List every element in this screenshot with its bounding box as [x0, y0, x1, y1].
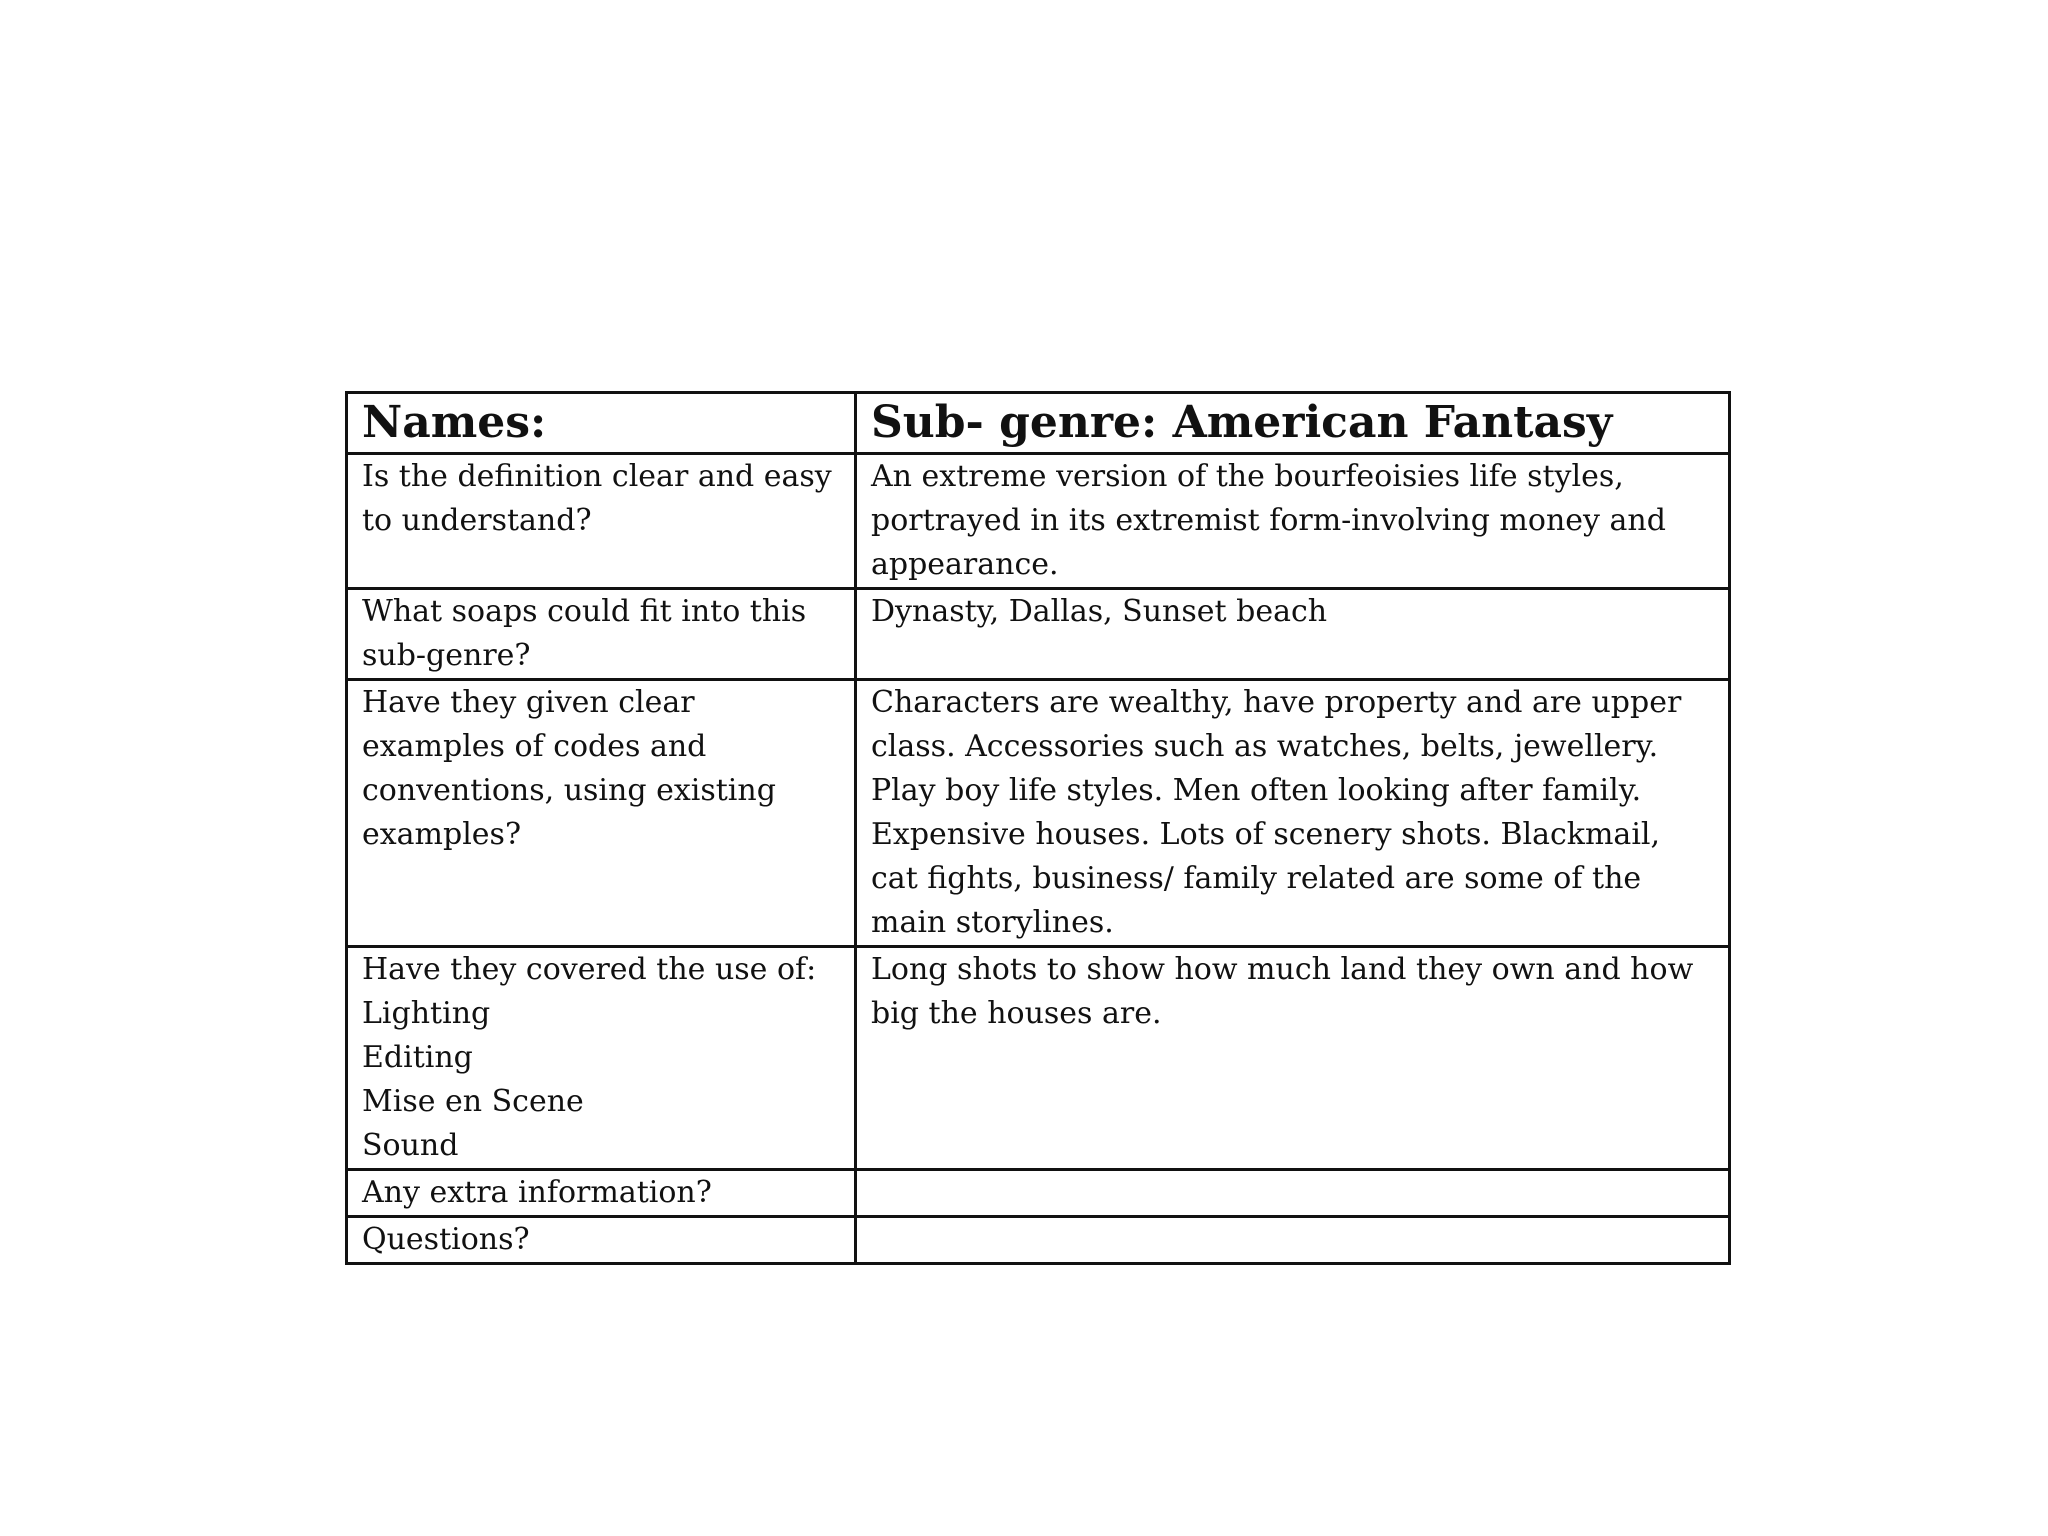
table-row-definition — [347, 454, 1730, 589]
answer-cell: Dynasty, Dallas, Sunset beach — [856, 589, 1730, 680]
answer-cell — [856, 1170, 1730, 1217]
answer-cell: Long shots to show how much land they own and how big the houses are. — [856, 947, 1730, 1170]
question-cell: Questions? — [347, 1217, 856, 1264]
table-row-techniques — [347, 947, 1730, 1170]
subgenre-header-cell: Sub- genre: American Fantasy — [856, 393, 1730, 454]
table-row-codes-conventions — [347, 680, 1730, 947]
answer-cell: An extreme version of the bourfeoisies life styles, portrayed in its extremist form-involving money and appearance. — [856, 454, 1730, 589]
answer-cell: Characters are wealthy, have property and are upper class. Accessories such as watches, belts, jewellery. Play boy life styles. Men often looking after family. Expensive houses. Lots of scenery shots. Blackmail, cat fights, business/ family related are some of the main storylines. — [856, 680, 1730, 947]
table-header-row — [347, 393, 1730, 454]
feedback-table — [345, 391, 1731, 1265]
question-cell: Have they given clear examples of codes and conventions, using existing examples? — [347, 680, 856, 947]
question-cell: Any extra information? — [347, 1170, 856, 1217]
question-cell: Have they covered the use of: Lighting Editing Mise en Scene Sound — [347, 947, 856, 1170]
answer-cell — [856, 1217, 1730, 1264]
feedback-table-container — [345, 391, 1728, 1265]
question-cell: What soaps could fit into this sub-genre? — [347, 589, 856, 680]
table-row-questions — [347, 1217, 1730, 1264]
names-header-cell: Names: — [347, 393, 856, 454]
question-cell: Is the definition clear and easy to understand? — [347, 454, 856, 589]
table-row-soaps — [347, 589, 1730, 680]
table-row-extra-info — [347, 1170, 1730, 1217]
